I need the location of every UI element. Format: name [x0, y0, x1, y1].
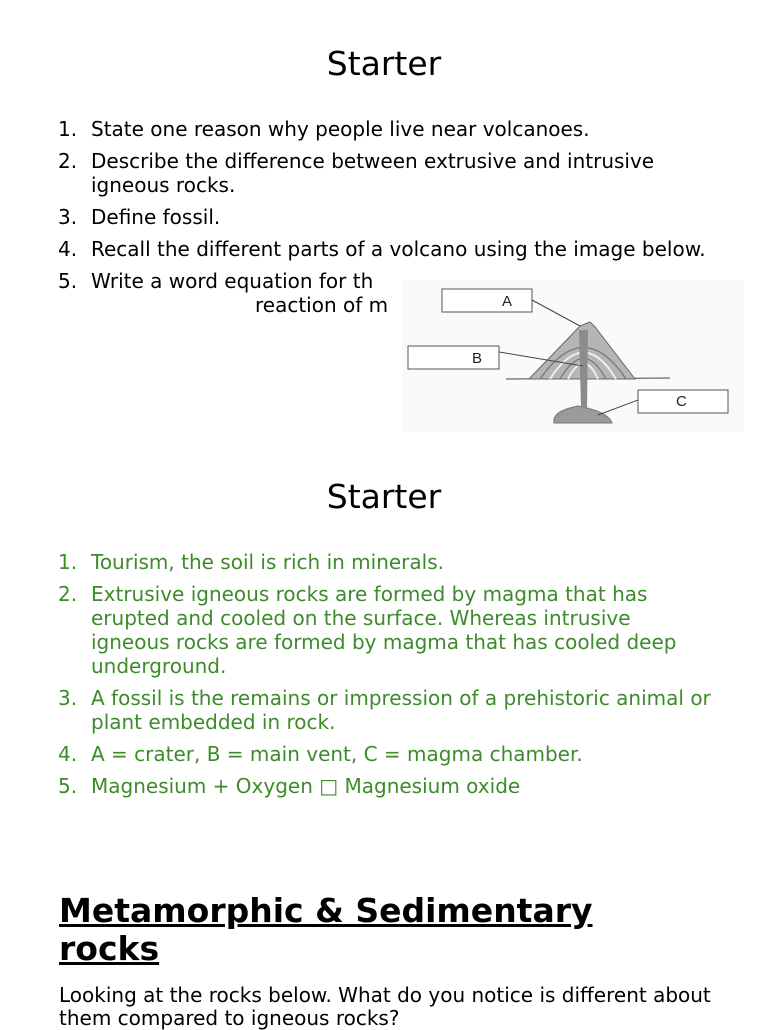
label-a: A	[502, 293, 513, 310]
question-text-line1: Write a word equation for th	[91, 269, 374, 293]
question-number: 1.	[58, 117, 78, 141]
answer-number: 3.	[58, 686, 78, 710]
volcano-illustration	[402, 280, 744, 432]
list-item	[0, 149, 712, 197]
label-c: C	[676, 393, 687, 410]
answer-number: 1.	[58, 550, 78, 574]
answer-text: Extrusive igneous rocks are formed by magma that has erupted and cooled on the surface. Whereas intrusive igneous rocks are formed by magma that has cooled deep underground.	[91, 582, 677, 678]
magma-chamber-shape	[554, 406, 612, 423]
slide2-title: Starter	[326, 477, 442, 516]
answer-number: 2.	[58, 582, 78, 606]
label-box-a	[442, 289, 532, 312]
answer-number: 4.	[58, 742, 78, 766]
slide3-heading: Metamorphic & Sedimentary rocks	[59, 891, 593, 968]
question-text: Describe the difference between extrusive and intrusive igneous rocks.	[91, 149, 655, 197]
slide3-intro-text: Looking at the rocks below. What do you notice is different about them compared to igneous rocks?	[59, 983, 711, 1030]
question-number: 5.	[58, 269, 78, 293]
main-vent-shape	[579, 330, 588, 408]
list-item	[0, 686, 712, 734]
list-item	[0, 550, 712, 574]
list-item	[0, 774, 712, 798]
leader-line-c	[598, 400, 638, 415]
list-item	[0, 582, 712, 678]
label-b: B	[472, 350, 483, 367]
list-item	[0, 205, 712, 229]
question-text: Recall the different parts of a volcano using the image below.	[91, 237, 706, 261]
list-item	[0, 742, 712, 766]
answer-list	[0, 550, 712, 806]
question-text: State one reason why people live near volcanoes.	[91, 117, 590, 141]
list-item	[0, 237, 712, 261]
answer-text: A fossil is the remains or impression of a prehistoric animal or plant embedded in rock.	[91, 686, 711, 734]
label-box-b	[408, 346, 499, 369]
answer-text: Tourism, the soil is rich in minerals.	[91, 550, 444, 574]
answer-text: Magnesium + Oxygen □ Magnesium oxide	[91, 774, 521, 798]
slide1-title: Starter	[326, 44, 442, 83]
answer-text: A = crater, B = main vent, C = magma chamber.	[91, 742, 583, 766]
question-text-line2: reaction of m	[255, 293, 389, 317]
question-number: 3.	[58, 205, 78, 229]
question-number: 4.	[58, 237, 78, 261]
question-text: Define fossil.	[91, 205, 221, 229]
list-item	[0, 117, 712, 141]
question-number: 2.	[58, 149, 78, 173]
volcano-diagram	[402, 280, 744, 432]
leader-line-a	[532, 300, 580, 326]
answer-number: 5.	[58, 774, 78, 798]
